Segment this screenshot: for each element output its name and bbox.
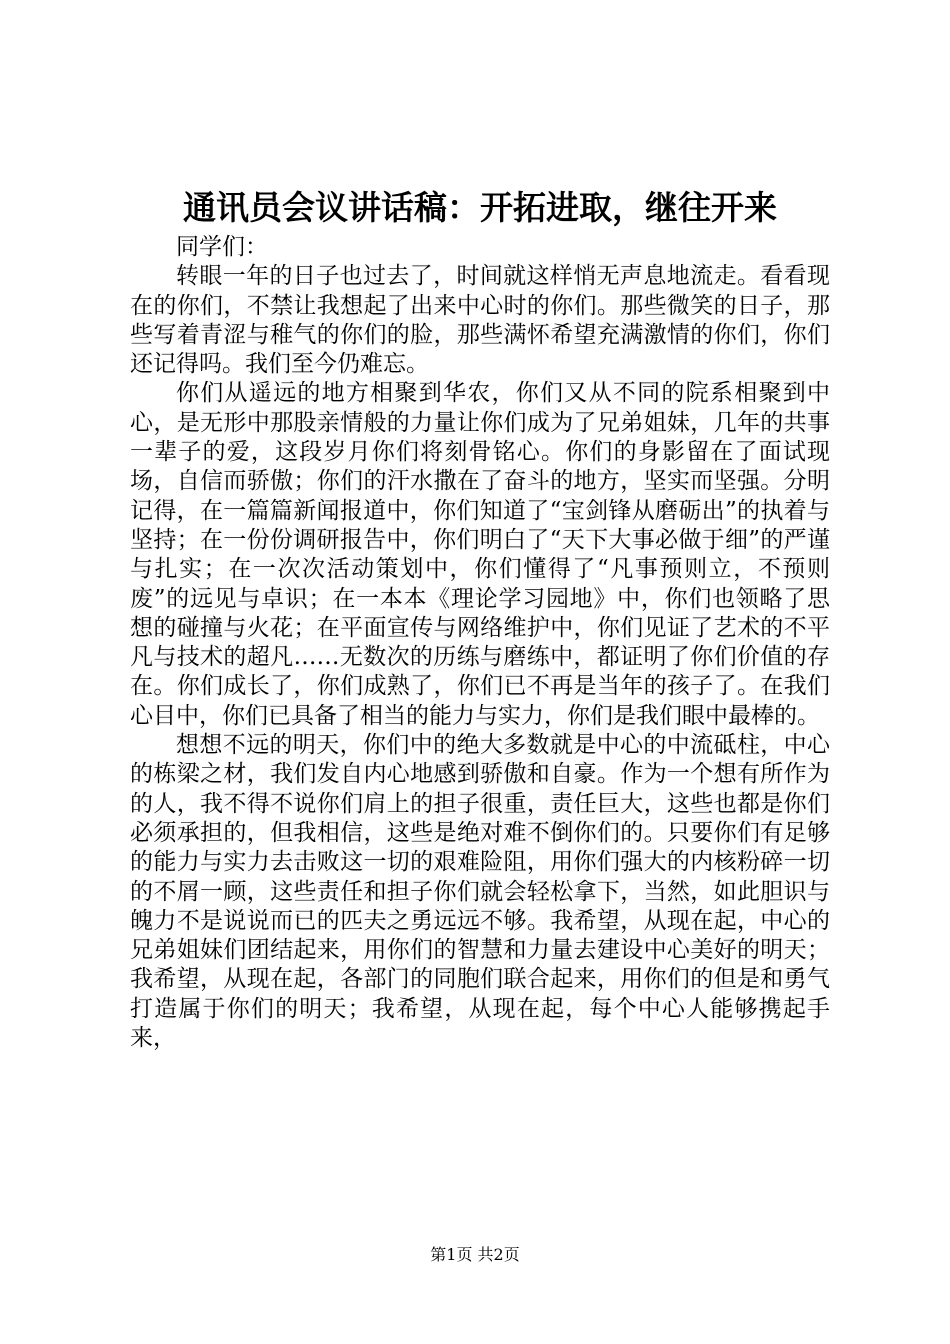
salutation: 同学们： xyxy=(176,234,268,260)
page-number: 第1页 共2页 xyxy=(430,1245,520,1264)
page-footer xyxy=(0,1243,950,1267)
paragraph: 你们从遥远的地方相聚到华农，你们又从不同的院系相聚到中心，是无形中那股亲情般的力量让你们成为了兄弟姐妹，几年的共事一辈子的爱，这段岁月你们将刻骨铭心。你们的身影留在了面试现场，自信而骄傲；你们的汗水撒在了奋斗的地方，坚实而坚强。分明记得，在一篇篇新闻报道中，你们知道了“宝剑锋从磨砺出”的执着与坚持；在一份份调研报告中，你们明白了“天下大事必做于细”的严谨与扎实；在一次次活动策划中，你们懂得了“凡事预则立，不预则废”的远见与卓识；在一本本《理论学习园地》中，你们也领略了思想的碰撞与火花；在平面宣传与网络维护中，你们见证了艺术的不平凡与技术的超凡……无数次的历练与磨练中，都证明了你们价值的存在。你们成长了，你们成熟了，你们已不再是当年的孩子了。在我们心目中，你们已具备了相当的能力与实力，你们是我们眼中最棒的。 xyxy=(130,380,830,729)
paragraph: 想想不远的明天，你们中的绝大多数就是中心的中流砥柱，中心的栋梁之材，我们发自内心地感到骄傲和自豪。作为一个想有所作为的人，我不得不说你们肩上的担子很重，责任巨大，这些也都是你们必须承担的，但我相信，这些是绝对难不倒你们的。只要你们有足够的能力与实力去击败这一切的艰难险阻，用你们强大的内核粉碎一切的不屑一顾，这些责任和担子你们就会轻松拿下，当然，如此胆识与魄力不是说说而已的匹夫之勇远远不够。我希望，从现在起，中心的兄弟姐妹们团结起来，用你们的智慧和力量去建设中心美好的明天；我希望，从现在起，各部门的同胞们联合起来，用你们的但是和勇气打造属于你们的明天；我希望，从现在起，每个中心人能够携起手来， xyxy=(130,732,830,1052)
paragraph: 转眼一年的日子也过去了，时间就这样悄无声息地流走。看看现在的你们，不禁让我想起了出来中心时的你们。那些微笑的日子，那些写着青涩与稚气的你们的脸，那些满怀希望充满激情的你们，你们还记得吗。我们至今仍难忘。 xyxy=(130,263,830,378)
document-title: 通讯员会议讲话稿：开拓进取，继往开来 xyxy=(183,188,777,227)
document-body xyxy=(130,233,830,1053)
